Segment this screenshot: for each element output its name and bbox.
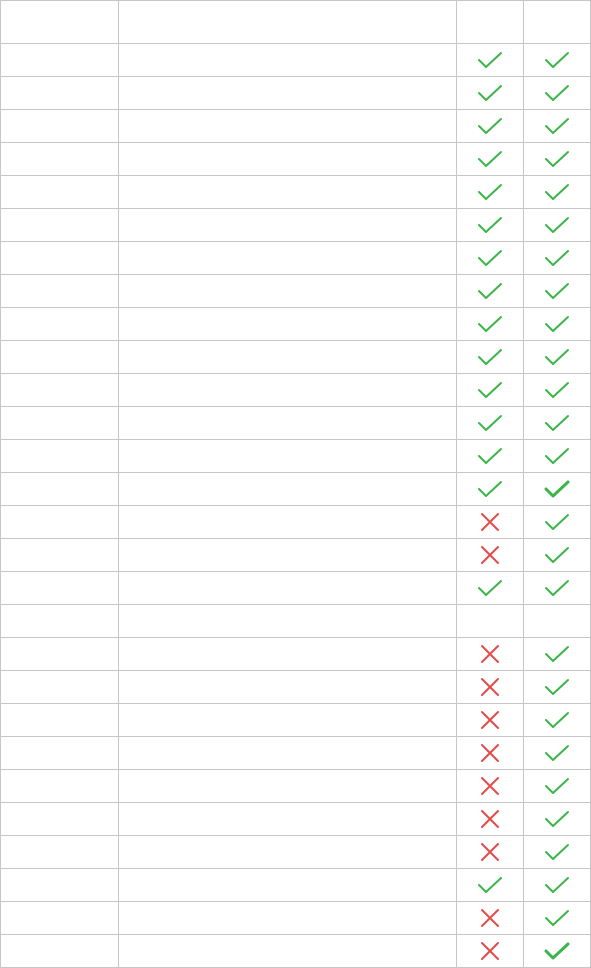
table-row bbox=[1, 572, 591, 605]
cross-icon bbox=[477, 545, 503, 565]
table-row bbox=[1, 44, 591, 77]
mark-cell-col3 bbox=[457, 671, 524, 704]
cross-icon bbox=[477, 842, 503, 862]
mark-cell-col3 bbox=[457, 440, 524, 473]
description-cell bbox=[119, 506, 457, 539]
mark-cell-col3 bbox=[457, 869, 524, 902]
mark-cell-col4 bbox=[524, 836, 591, 869]
checkmark-icon bbox=[544, 644, 570, 664]
checkmark-icon bbox=[477, 875, 503, 895]
checkmark-icon bbox=[477, 281, 503, 301]
label-cell bbox=[1, 737, 119, 770]
checkmark-icon bbox=[544, 776, 570, 796]
checkmark-icon bbox=[477, 215, 503, 235]
cross-icon bbox=[477, 908, 503, 928]
mark-cell-col3 bbox=[457, 605, 524, 638]
mark-cell-col4 bbox=[524, 803, 591, 836]
mark-cell-col3 bbox=[457, 341, 524, 374]
checkmark-icon bbox=[544, 347, 570, 367]
checkmark-icon bbox=[477, 347, 503, 367]
table-row bbox=[1, 374, 591, 407]
label-cell bbox=[1, 143, 119, 176]
mark-cell-col3 bbox=[457, 374, 524, 407]
mark-cell-col3 bbox=[457, 572, 524, 605]
table-row bbox=[1, 935, 591, 968]
checkmark-icon bbox=[544, 281, 570, 301]
table-row bbox=[1, 803, 591, 836]
mark-cell-col4 bbox=[524, 242, 591, 275]
table-row bbox=[1, 407, 591, 440]
mark-cell-col4 bbox=[524, 77, 591, 110]
description-cell bbox=[119, 374, 457, 407]
label-cell bbox=[1, 770, 119, 803]
label-cell bbox=[1, 242, 119, 275]
checkmark-icon bbox=[544, 842, 570, 862]
checkmark-icon bbox=[544, 809, 570, 829]
mark-cell-col4 bbox=[524, 209, 591, 242]
label-cell bbox=[1, 869, 119, 902]
mark-cell-col4 bbox=[524, 110, 591, 143]
mark-cell-col4 bbox=[524, 869, 591, 902]
checkmark-icon bbox=[477, 578, 503, 598]
label-cell bbox=[1, 473, 119, 506]
mark-cell-col3 bbox=[457, 737, 524, 770]
checkmark-icon bbox=[544, 380, 570, 400]
description-cell bbox=[119, 242, 457, 275]
checkmark-icon bbox=[544, 908, 570, 928]
table-row bbox=[1, 869, 591, 902]
label-cell bbox=[1, 209, 119, 242]
checkmark-icon bbox=[544, 413, 570, 433]
label-cell bbox=[1, 836, 119, 869]
header-cell-3 bbox=[457, 1, 524, 44]
mark-cell-col4 bbox=[524, 506, 591, 539]
cross-icon bbox=[477, 743, 503, 763]
label-cell bbox=[1, 572, 119, 605]
table-row bbox=[1, 473, 591, 506]
mark-cell-col4 bbox=[524, 770, 591, 803]
mark-cell-col3 bbox=[457, 275, 524, 308]
mark-cell-col3 bbox=[457, 638, 524, 671]
cross-icon bbox=[477, 809, 503, 829]
description-cell bbox=[119, 209, 457, 242]
description-cell bbox=[119, 935, 457, 968]
mark-cell-col3 bbox=[457, 143, 524, 176]
mark-cell-col3 bbox=[457, 704, 524, 737]
description-cell bbox=[119, 440, 457, 473]
mark-cell-col3 bbox=[457, 209, 524, 242]
table-row bbox=[1, 341, 591, 374]
checkmark-icon bbox=[544, 677, 570, 697]
cross-icon bbox=[477, 512, 503, 532]
table-row bbox=[1, 539, 591, 572]
header-cell-1 bbox=[1, 1, 119, 44]
label-cell bbox=[1, 935, 119, 968]
label-cell bbox=[1, 176, 119, 209]
table-body bbox=[1, 44, 591, 968]
table-row bbox=[1, 176, 591, 209]
mark-cell-col4 bbox=[524, 539, 591, 572]
label-cell bbox=[1, 308, 119, 341]
description-cell bbox=[119, 836, 457, 869]
checkmark-icon bbox=[477, 479, 503, 499]
description-cell bbox=[119, 605, 457, 638]
checkmark-icon bbox=[477, 182, 503, 202]
mark-cell-col4 bbox=[524, 176, 591, 209]
table-row bbox=[1, 110, 591, 143]
header-cell-2 bbox=[119, 1, 457, 44]
description-cell bbox=[119, 143, 457, 176]
checkmark-icon bbox=[544, 710, 570, 730]
checkmark-icon bbox=[544, 116, 570, 136]
mark-cell-col3 bbox=[457, 176, 524, 209]
description-cell bbox=[119, 308, 457, 341]
label-cell bbox=[1, 440, 119, 473]
empty-mark bbox=[544, 611, 570, 631]
checkmark-icon bbox=[477, 446, 503, 466]
description-cell bbox=[119, 44, 457, 77]
description-cell bbox=[119, 869, 457, 902]
table-row bbox=[1, 275, 591, 308]
checkmark-icon bbox=[544, 182, 570, 202]
description-cell bbox=[119, 275, 457, 308]
checkmark-icon bbox=[544, 941, 570, 961]
table-row bbox=[1, 638, 591, 671]
checkmark-icon bbox=[477, 248, 503, 268]
label-cell bbox=[1, 275, 119, 308]
table-row bbox=[1, 671, 591, 704]
label-cell bbox=[1, 374, 119, 407]
cross-icon bbox=[477, 776, 503, 796]
header-cell-4 bbox=[524, 1, 591, 44]
table-row bbox=[1, 836, 591, 869]
mark-cell-col3 bbox=[457, 803, 524, 836]
checkmark-icon bbox=[544, 743, 570, 763]
checkmark-icon bbox=[544, 83, 570, 103]
mark-cell-col3 bbox=[457, 506, 524, 539]
mark-cell-col4 bbox=[524, 572, 591, 605]
mark-cell-col4 bbox=[524, 737, 591, 770]
mark-cell-col3 bbox=[457, 539, 524, 572]
label-cell bbox=[1, 77, 119, 110]
table-row bbox=[1, 143, 591, 176]
cross-icon bbox=[477, 644, 503, 664]
mark-cell-col4 bbox=[524, 143, 591, 176]
table-row bbox=[1, 770, 591, 803]
description-cell bbox=[119, 110, 457, 143]
label-cell bbox=[1, 704, 119, 737]
table-row bbox=[1, 737, 591, 770]
table-row bbox=[1, 308, 591, 341]
label-cell bbox=[1, 110, 119, 143]
description-cell bbox=[119, 902, 457, 935]
description-cell bbox=[119, 572, 457, 605]
description-cell bbox=[119, 473, 457, 506]
mark-cell-col4 bbox=[524, 935, 591, 968]
mark-cell-col4 bbox=[524, 671, 591, 704]
mark-cell-col3 bbox=[457, 836, 524, 869]
mark-cell-col3 bbox=[457, 935, 524, 968]
checkmark-icon bbox=[477, 413, 503, 433]
table-row bbox=[1, 704, 591, 737]
mark-cell-col4 bbox=[524, 44, 591, 77]
checkmark-icon bbox=[544, 875, 570, 895]
mark-cell-col3 bbox=[457, 242, 524, 275]
empty-mark bbox=[477, 611, 503, 631]
label-cell bbox=[1, 506, 119, 539]
mark-cell-col4 bbox=[524, 407, 591, 440]
mark-cell-col4 bbox=[524, 341, 591, 374]
table-row bbox=[1, 506, 591, 539]
checkmark-icon bbox=[544, 446, 570, 466]
checkmark-icon bbox=[544, 545, 570, 565]
mark-cell-col3 bbox=[457, 407, 524, 440]
checkmark-icon bbox=[477, 380, 503, 400]
mark-cell-col4 bbox=[524, 902, 591, 935]
description-cell bbox=[119, 770, 457, 803]
mark-cell-col4 bbox=[524, 308, 591, 341]
table-row bbox=[1, 440, 591, 473]
mark-cell-col4 bbox=[524, 704, 591, 737]
description-cell bbox=[119, 638, 457, 671]
description-cell bbox=[119, 341, 457, 374]
table-row bbox=[1, 902, 591, 935]
table-row bbox=[1, 77, 591, 110]
table-row bbox=[1, 209, 591, 242]
label-cell bbox=[1, 671, 119, 704]
checkmark-icon bbox=[477, 83, 503, 103]
label-cell bbox=[1, 539, 119, 572]
mark-cell-col4 bbox=[524, 605, 591, 638]
label-cell bbox=[1, 407, 119, 440]
checkmark-icon bbox=[544, 578, 570, 598]
mark-cell-col3 bbox=[457, 44, 524, 77]
mark-cell-col3 bbox=[457, 77, 524, 110]
mark-cell-col4 bbox=[524, 275, 591, 308]
checkmark-icon bbox=[544, 149, 570, 169]
mark-cell-col4 bbox=[524, 374, 591, 407]
checkmark-icon bbox=[477, 116, 503, 136]
checkmark-icon bbox=[544, 50, 570, 70]
checkmark-icon bbox=[544, 248, 570, 268]
checkmark-icon bbox=[477, 50, 503, 70]
description-cell bbox=[119, 704, 457, 737]
checkmark-icon bbox=[544, 512, 570, 532]
mark-cell-col3 bbox=[457, 770, 524, 803]
description-cell bbox=[119, 176, 457, 209]
label-cell bbox=[1, 341, 119, 374]
header-row bbox=[1, 1, 591, 44]
label-cell bbox=[1, 902, 119, 935]
mark-cell-col3 bbox=[457, 473, 524, 506]
mark-cell-col3 bbox=[457, 110, 524, 143]
mark-cell-col4 bbox=[524, 440, 591, 473]
description-cell bbox=[119, 539, 457, 572]
description-cell bbox=[119, 77, 457, 110]
label-cell bbox=[1, 605, 119, 638]
description-cell bbox=[119, 737, 457, 770]
description-cell bbox=[119, 407, 457, 440]
cross-icon bbox=[477, 710, 503, 730]
label-cell bbox=[1, 638, 119, 671]
checkmark-icon bbox=[544, 215, 570, 235]
table-row bbox=[1, 605, 591, 638]
checkmark-icon bbox=[544, 314, 570, 334]
cross-icon bbox=[477, 941, 503, 961]
mark-cell-col4 bbox=[524, 473, 591, 506]
label-cell bbox=[1, 44, 119, 77]
mark-cell-col3 bbox=[457, 308, 524, 341]
mark-cell-col3 bbox=[457, 902, 524, 935]
checkmark-icon bbox=[477, 314, 503, 334]
description-cell bbox=[119, 671, 457, 704]
label-cell bbox=[1, 803, 119, 836]
checkmark-icon bbox=[544, 479, 570, 499]
checkmark-icon bbox=[477, 149, 503, 169]
description-cell bbox=[119, 803, 457, 836]
table-row bbox=[1, 242, 591, 275]
cross-icon bbox=[477, 677, 503, 697]
mark-cell-col4 bbox=[524, 638, 591, 671]
